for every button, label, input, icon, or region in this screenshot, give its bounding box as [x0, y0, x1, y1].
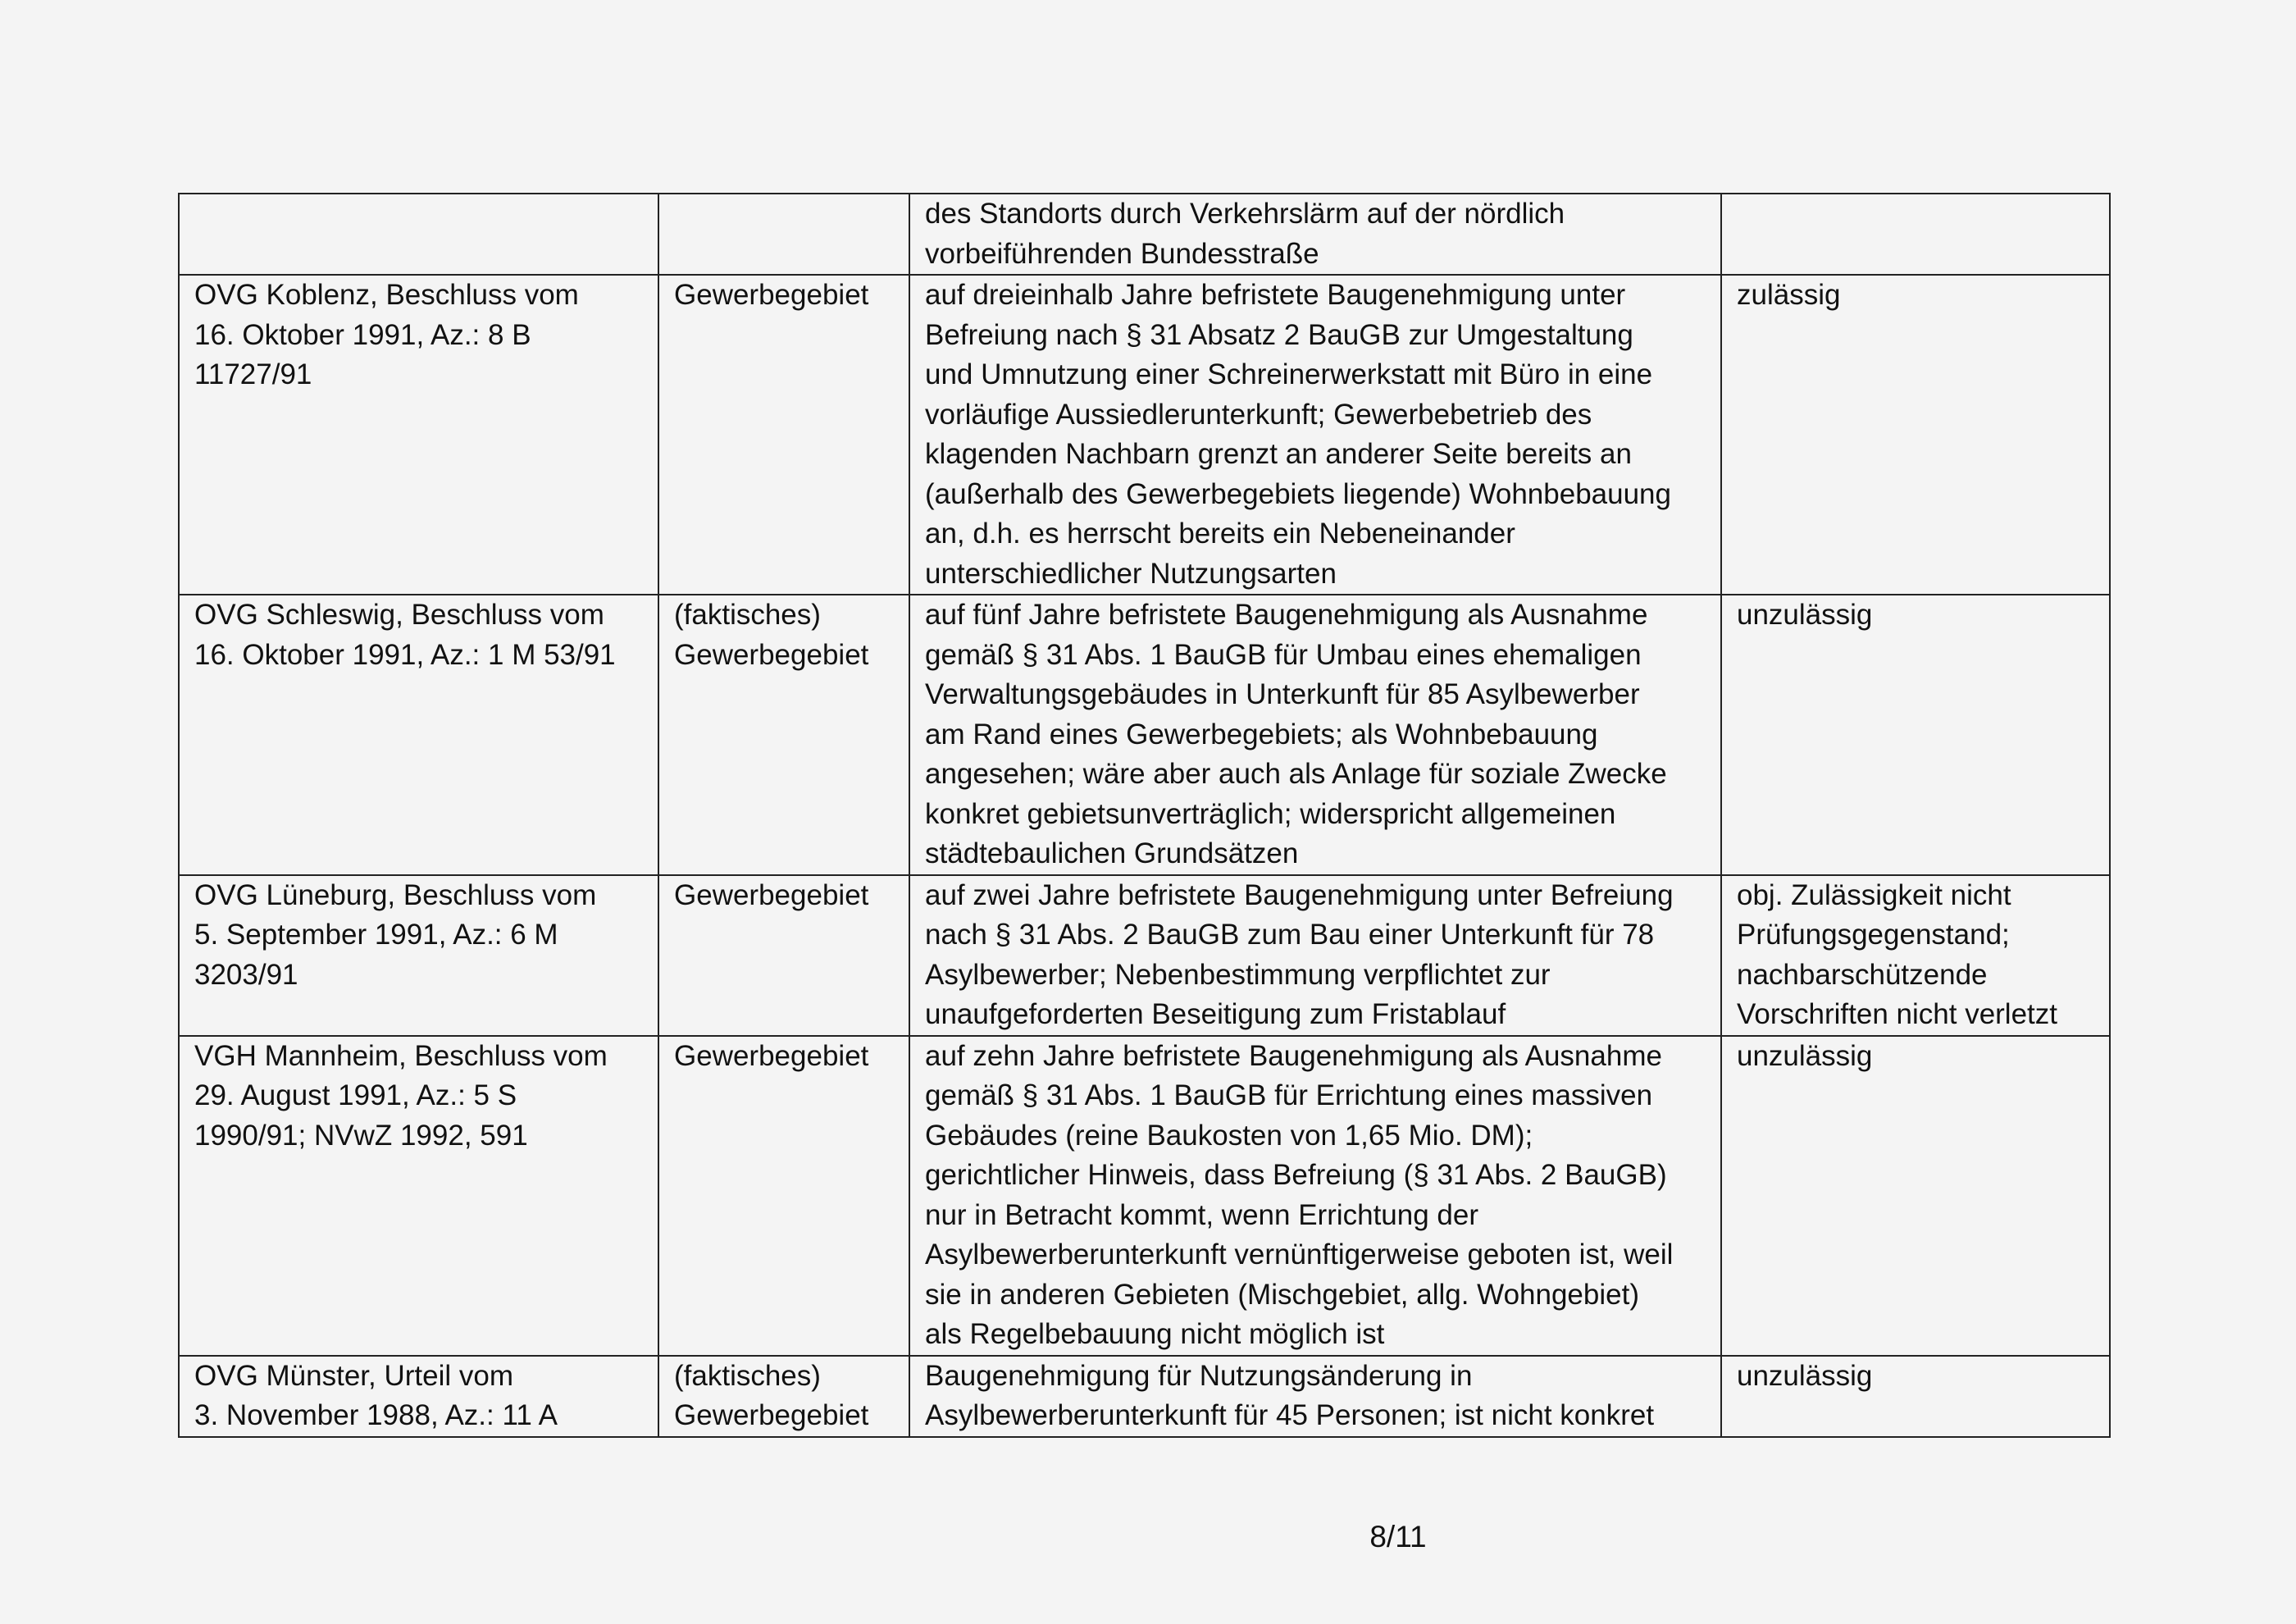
table-row: [179, 875, 2110, 1036]
description-cell: des Standorts durch Verkehrslärm auf der nördlich vorbeiführenden Bundesstraße: [909, 194, 1721, 275]
result-cell: unzulässig: [1721, 595, 2110, 875]
result-cell: obj. Zulässigkeit nicht Prüfungsgegenstand; nachbarschützende Vorschriften nicht verletzt: [1721, 875, 2110, 1036]
area-cell: (faktisches) Gewerbegebiet: [658, 1356, 909, 1437]
result-cell: zulässig: [1721, 275, 2110, 595]
case-law-table: [178, 193, 2111, 1438]
area-cell: [658, 194, 909, 275]
result-cell: unzulässig: [1721, 1036, 2110, 1356]
court-cell: VGH Mannheim, Beschluss vom 29. August 1991, Az.: 5 S 1990/91; NVwZ 1992, 591: [179, 1036, 658, 1356]
court-cell: OVG Lüneburg, Beschluss vom 5. September 1991, Az.: 6 M 3203/91: [179, 875, 658, 1036]
result-cell: unzulässig: [1721, 1356, 2110, 1437]
court-cell: OVG Schleswig, Beschluss vom 16. Oktober 1991, Az.: 1 M 53/91: [179, 595, 658, 875]
table-row: [179, 595, 2110, 875]
table-row: [179, 275, 2110, 595]
description-cell: auf fünf Jahre befristete Baugenehmigung als Ausnahme gemäß § 31 Abs. 1 BauGB für Umbau eines ehemaligen Verwaltungsgebäudes in Unterkunft für 85 Asylbewerber am Rand eines Gewerbegebiets; als Wohnbebauung angesehen; wäre aber auch als Anlage für soziale Zwecke konkret gebietsunverträglich; widerspricht allgemeinen städtebaulichen Grundsätzen: [909, 595, 1721, 875]
area-cell: Gewerbegebiet: [658, 1036, 909, 1356]
court-cell: [179, 194, 658, 275]
table-row: [179, 1356, 2110, 1437]
description-cell: Baugenehmigung für Nutzungsänderung in Asylbewerberunterkunft für 45 Personen; ist nicht konkret: [909, 1356, 1721, 1437]
table-row: [179, 194, 2110, 275]
page-number: 8/11: [1369, 1520, 1427, 1553]
area-cell: Gewerbegebiet: [658, 275, 909, 595]
description-cell: auf dreieinhalb Jahre befristete Baugenehmigung unter Befreiung nach § 31 Absatz 2 BauGB zur Umgestaltung und Umnutzung einer Schreinerwerkstatt mit Büro in eine vorläufige Aussiedlerunterkunft; Gewerbebetrieb des klagenden Nachbarn grenzt an anderer Seite bereits an (außerhalb des Gewerbegebiets liegende) Wohnbebauung an, d.h. es herrscht bereits ein Nebeneinander unterschiedlicher Nutzungsarten: [909, 275, 1721, 595]
result-cell: [1721, 194, 2110, 275]
court-cell: OVG Münster, Urteil vom 3. November 1988, Az.: 11 A: [179, 1356, 658, 1437]
area-cell: Gewerbegebiet: [658, 875, 909, 1036]
court-cell: OVG Koblenz, Beschluss vom 16. Oktober 1991, Az.: 8 B 11727/91: [179, 275, 658, 595]
area-cell: (faktisches) Gewerbegebiet: [658, 595, 909, 875]
description-cell: auf zwei Jahre befristete Baugenehmigung unter Befreiung nach § 31 Abs. 2 BauGB zum Bau einer Unterkunft für 78 Asylbewerber; Nebenbestimmung verpflichtet zur unaufgeforderten Beseitigung zum Fristablauf: [909, 875, 1721, 1036]
description-cell: auf zehn Jahre befristete Baugenehmigung als Ausnahme gemäß § 31 Abs. 1 BauGB für Errichtung eines massiven Gebäudes (reine Baukosten von 1,65 Mio. DM); gerichtlicher Hinweis, dass Befreiung (§ 31 Abs. 2 BauGB) nur in Betracht kommt, wenn Errichtung der Asylbewerberunterkunft vernünftigerweise geboten ist, weil sie in anderen Gebieten (Mischgebiet, allg. Wohngebiet) als Regelbebauung nicht möglich ist: [909, 1036, 1721, 1356]
table-row: [179, 1036, 2110, 1356]
